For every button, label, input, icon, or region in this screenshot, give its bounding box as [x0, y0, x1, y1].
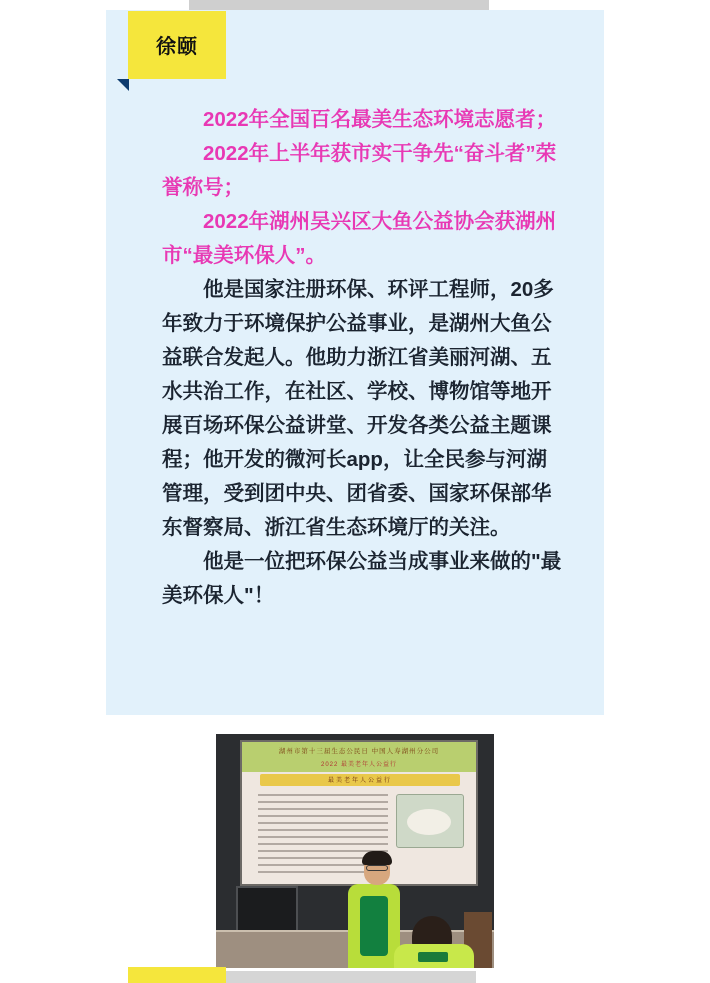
- speaker-body: [348, 884, 400, 968]
- screen-inset-oval: [407, 809, 451, 835]
- speaker-hair: [362, 851, 392, 865]
- paragraph-honor-1: 2022年全国百名最美生态环境志愿者；: [203, 108, 557, 131]
- profile-text-body: [162, 103, 564, 613]
- screen-banner: [260, 774, 460, 786]
- speaker-vest: [360, 896, 388, 956]
- name-tag-label: 徐颐: [156, 36, 198, 58]
- top-cutoff-strip: [189, 0, 489, 10]
- screen-subtitle-text: 2022 最美老年人公益行: [320, 762, 397, 768]
- projection-screen: [240, 740, 478, 886]
- screen-banner-text: 最美老年人公益行: [327, 778, 392, 784]
- name-tag-corner-icon: [117, 79, 129, 91]
- glasses-icon: [366, 865, 388, 871]
- bottom-cutoff-name-tag: [128, 967, 226, 983]
- screen-inset-image: [396, 794, 464, 848]
- bottom-cutoff-strip: [226, 971, 476, 983]
- audience-child-body: [394, 944, 474, 968]
- paragraph-closing: 他是一位把环保公益当成事业来做的"最美环保人"！: [162, 550, 562, 607]
- event-photo: [216, 734, 494, 968]
- paragraph-bio: 他是国家注册环保、环评工程师，20多年致力于环境保护公益事业，是湖州大鱼公益联合发起人。他助力浙江省美丽河湖、五水共治工作，在社区、学校、博物馆等地开展百场环保公益讲堂、开发各类公益主题课程；他开发的微河长app，让全民参与河湖管理，受到团中央、团省委、国家环保部华东督察局、浙江省生态环境厅的关注。: [162, 278, 554, 539]
- paragraph-honor-3: 2022年湖州吴兴区大鱼公益协会获湖州市“最美环保人”。: [162, 210, 557, 267]
- screen-title-text: 湖州市第十三届生态公民日 中国人寿湖州分公司: [278, 748, 440, 755]
- monitor: [236, 886, 298, 932]
- paragraph-honor-2: 2022年上半年获市实干争先“奋斗者”荣誉称号；: [162, 142, 557, 199]
- vest-logo: [418, 952, 448, 962]
